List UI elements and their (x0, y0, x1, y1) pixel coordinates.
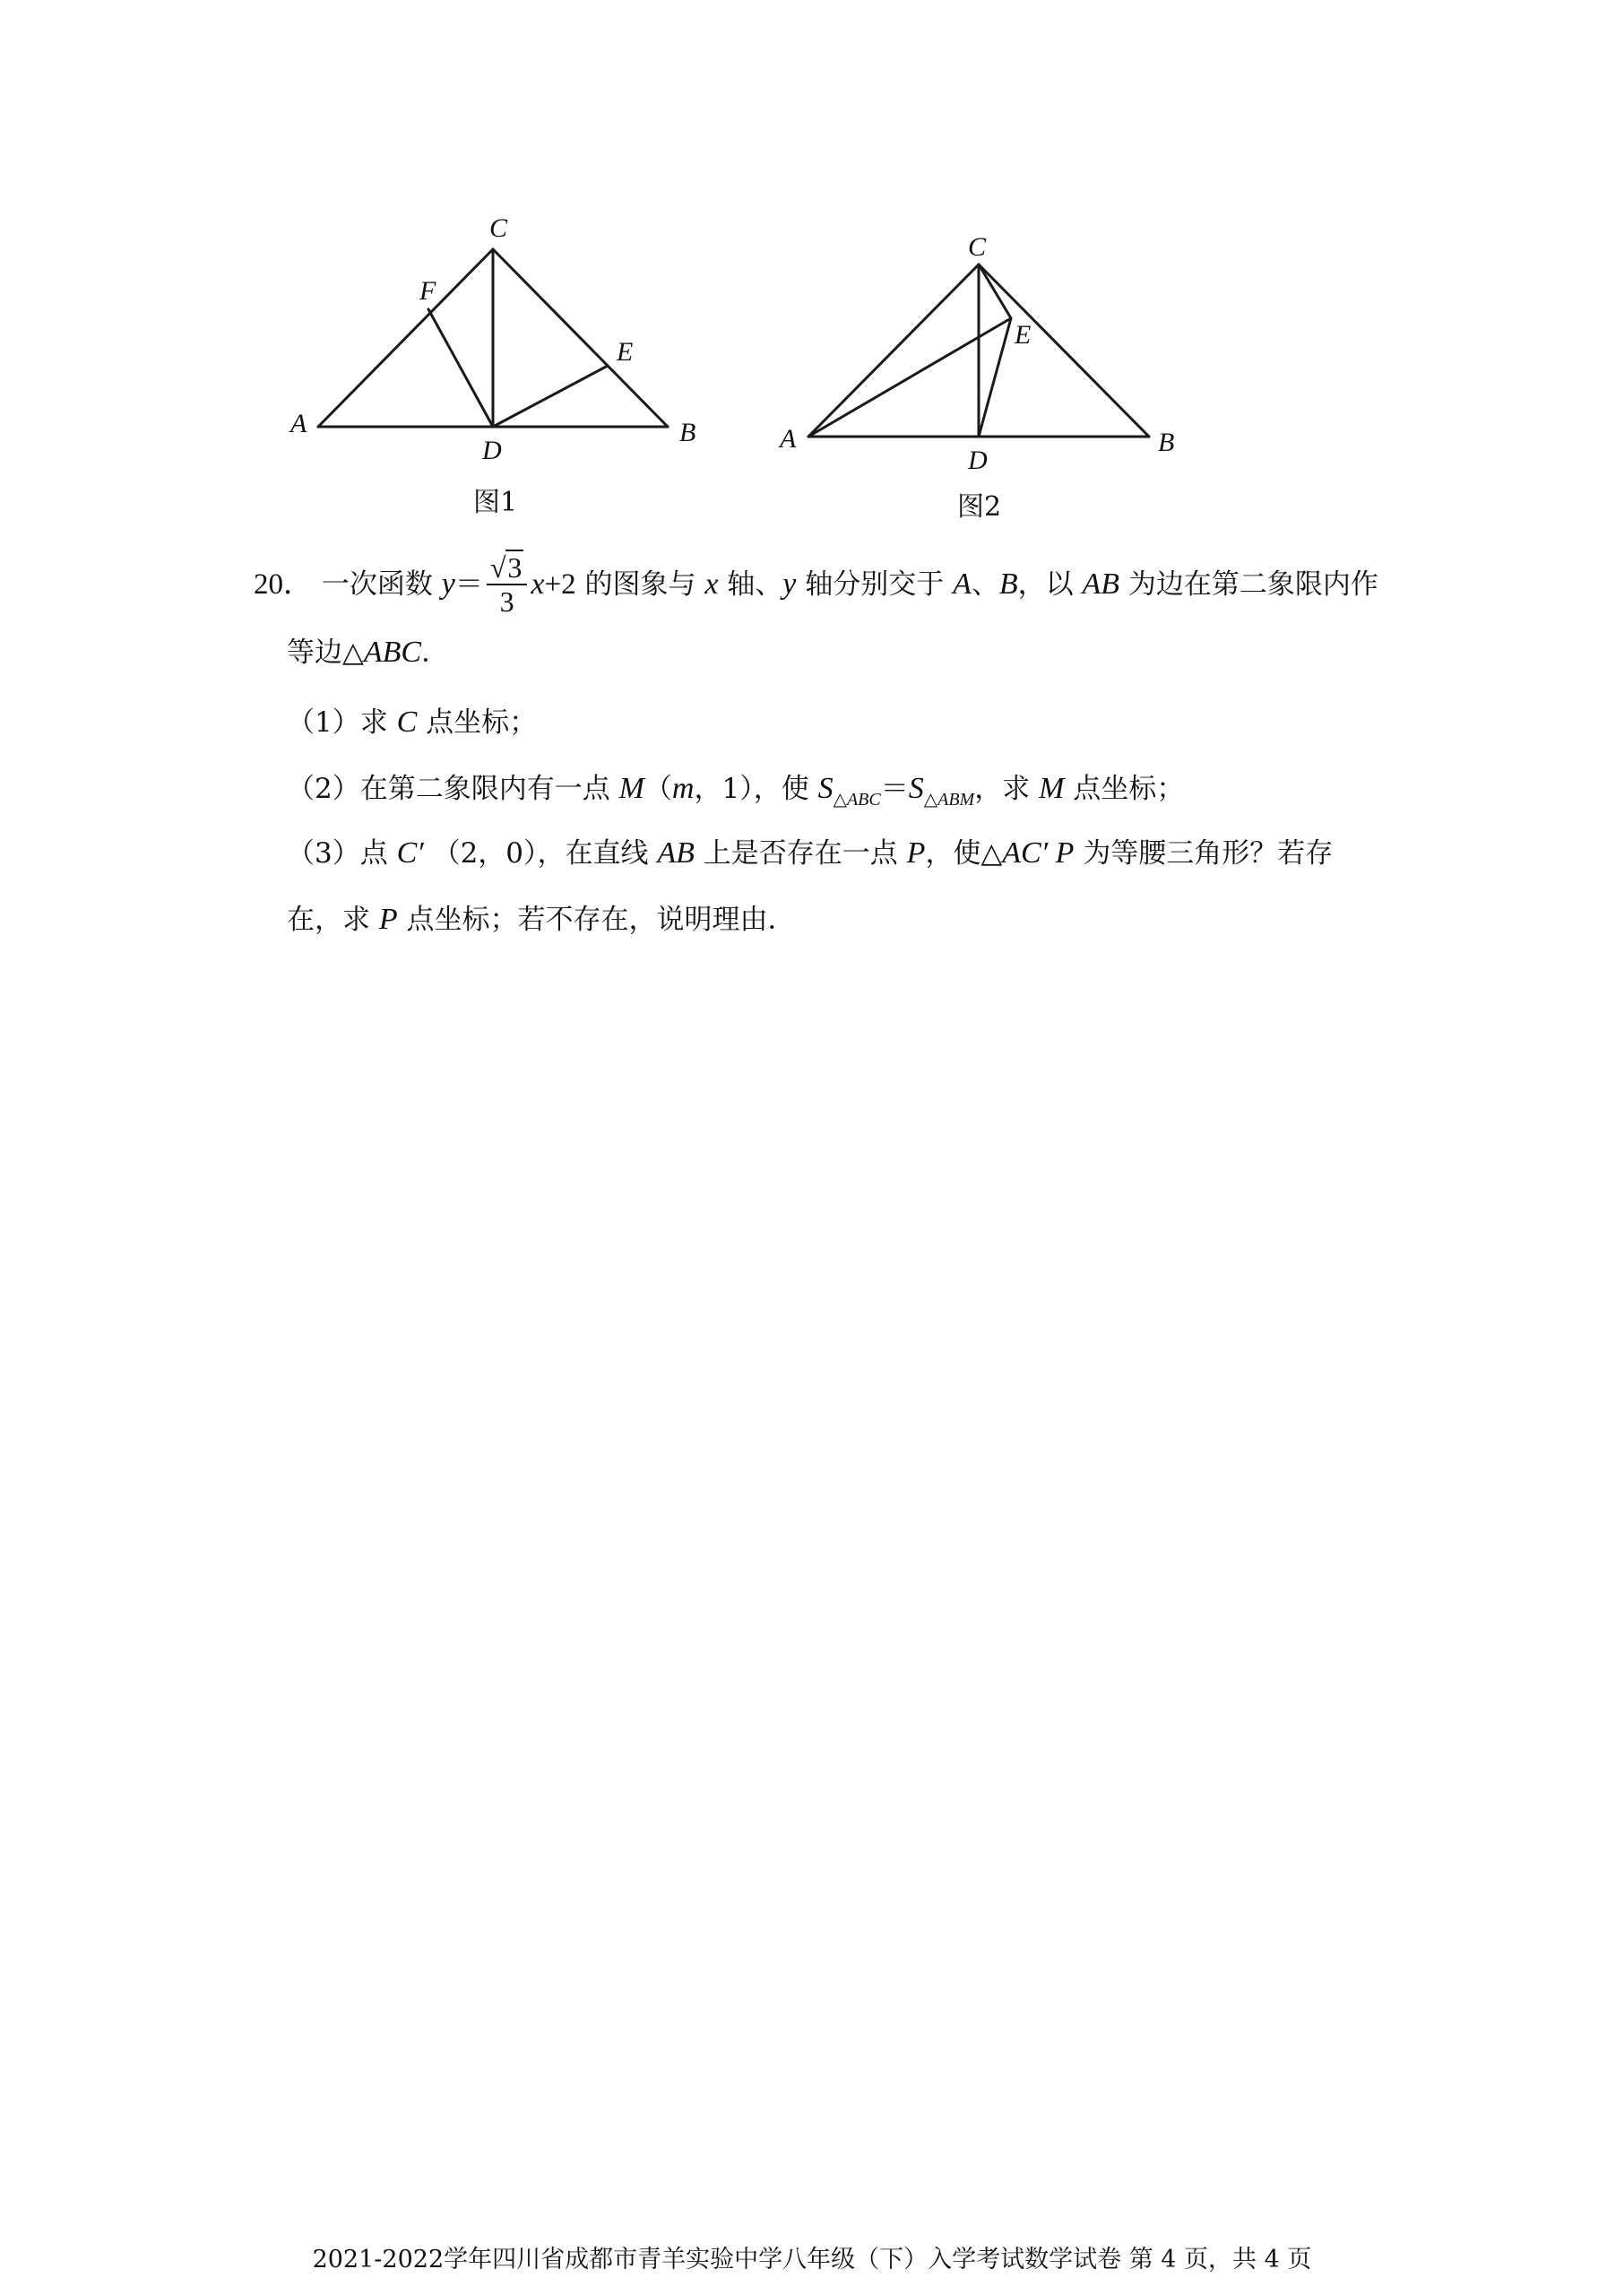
sqrt-symbol: √3 (489, 550, 523, 584)
part3-line2-pre: 在，求 (287, 904, 370, 936)
label-C: C (968, 232, 987, 262)
question-20-part-3-line-1 (287, 836, 1333, 871)
figure-2-diagram (771, 229, 1219, 475)
page-footer: 2021-2022学年四川省成都市青羊实验中学八年级（下）入学考试数学试卷 第 4 页，共 4 页 (312, 2246, 1312, 2273)
q20-tri-ABC: ABC (363, 636, 422, 669)
question-number: 20． (254, 568, 313, 601)
part2-end: 点坐标； (1073, 773, 1185, 805)
question-20-part-2 (287, 771, 1184, 818)
q20-seg-AB: AB (1082, 567, 1120, 601)
segment-DF (428, 309, 493, 427)
q20-line2-pre: 等边△ (287, 637, 364, 669)
part2-var-M2: M (1039, 772, 1065, 805)
segment-CB (493, 249, 668, 427)
q20-line2-end: ． (421, 637, 450, 669)
part3-seg-AB: AB (657, 836, 695, 870)
q20-fraction (487, 551, 528, 618)
q20-sep-dun: 、 (971, 568, 999, 601)
part3-line2-end: 点坐标；若不存在，说明理由． (406, 904, 796, 936)
label-E: E (1015, 320, 1032, 350)
label-D: D (482, 436, 502, 465)
q20-text-before: 一次函数 (321, 568, 433, 601)
part3-label: （3）点 (287, 837, 388, 870)
q20-equals: ＝ (454, 568, 483, 601)
q20-text-with: ，以 (1017, 568, 1074, 601)
question-20-line-1 (254, 549, 1378, 620)
q20-point-B: B (998, 567, 1018, 601)
part1-rest: 点坐标； (426, 706, 538, 739)
q20-var-y: y (441, 567, 455, 601)
part2-rest-coord: ，1），使 (694, 773, 809, 805)
question-20-part-1 (287, 705, 537, 740)
q20-x-axis: x (704, 567, 719, 601)
label-D: D (968, 446, 988, 475)
label-C: C (489, 213, 508, 243)
part3-var-P2: P (378, 903, 398, 936)
part3-mid2: ，使△ (925, 837, 1003, 870)
label-A: A (780, 424, 797, 454)
q20-point-A: A (953, 567, 972, 601)
q20-frac-numerator: 3 (507, 550, 523, 584)
segment-DE (979, 318, 1011, 437)
label-A: A (290, 409, 307, 438)
part2-rest: ，求 (974, 773, 1031, 805)
figure-1-caption: 图1 (473, 487, 518, 518)
part3-var-P: P (906, 836, 926, 870)
q20-y-axis: y (782, 567, 797, 601)
figure-1-diagram (278, 206, 726, 465)
label-F: F (419, 276, 436, 306)
part1-label: （1）求 (287, 706, 388, 739)
part3-tri: AC′ P (1002, 836, 1075, 870)
part2-S2-sub: △ABM (923, 790, 975, 810)
part3-var-C-prime: C′ (396, 836, 424, 870)
part3-mid: 上是否存在一点 (703, 837, 898, 870)
part3-end: 为等腰三角形？若存 (1083, 837, 1334, 870)
q20-axis-y-word: 轴分别交于 (805, 568, 945, 601)
q20-text-after-func: 的图象与 (584, 568, 696, 601)
figure-2-caption: 图2 (957, 491, 1002, 523)
part1-var-C: C (396, 706, 418, 739)
part2-label: （2）在第二象限内有一点 (287, 773, 610, 805)
part2-paren-open: （ (644, 773, 672, 805)
q20-frac-denominator: 3 (499, 585, 514, 618)
segment-DE (493, 366, 608, 427)
part2-S1-sub: △ABC (833, 790, 881, 810)
q20-axis-x-word: 轴、 (727, 568, 783, 601)
segment-AC (318, 249, 493, 427)
label-B: B (1158, 428, 1175, 457)
segment-CB (979, 264, 1149, 437)
q20-var-x: x (531, 567, 545, 601)
label-E: E (617, 337, 634, 367)
part2-var-m: m (671, 772, 695, 805)
part2-S2: S (908, 772, 924, 805)
part2-eq: ＝ (880, 773, 909, 805)
part2-S1: S (817, 772, 834, 805)
question-20-part-3-line-2 (287, 902, 796, 938)
label-B: B (679, 418, 696, 447)
part3-coord: （2，0），在直线 (432, 837, 649, 870)
q20-text-tail1: 为边在第二象限内作 (1127, 568, 1378, 601)
q20-plus-const: +2 (544, 568, 576, 601)
part2-var-M: M (618, 772, 644, 805)
question-20-line-2 (287, 635, 449, 671)
